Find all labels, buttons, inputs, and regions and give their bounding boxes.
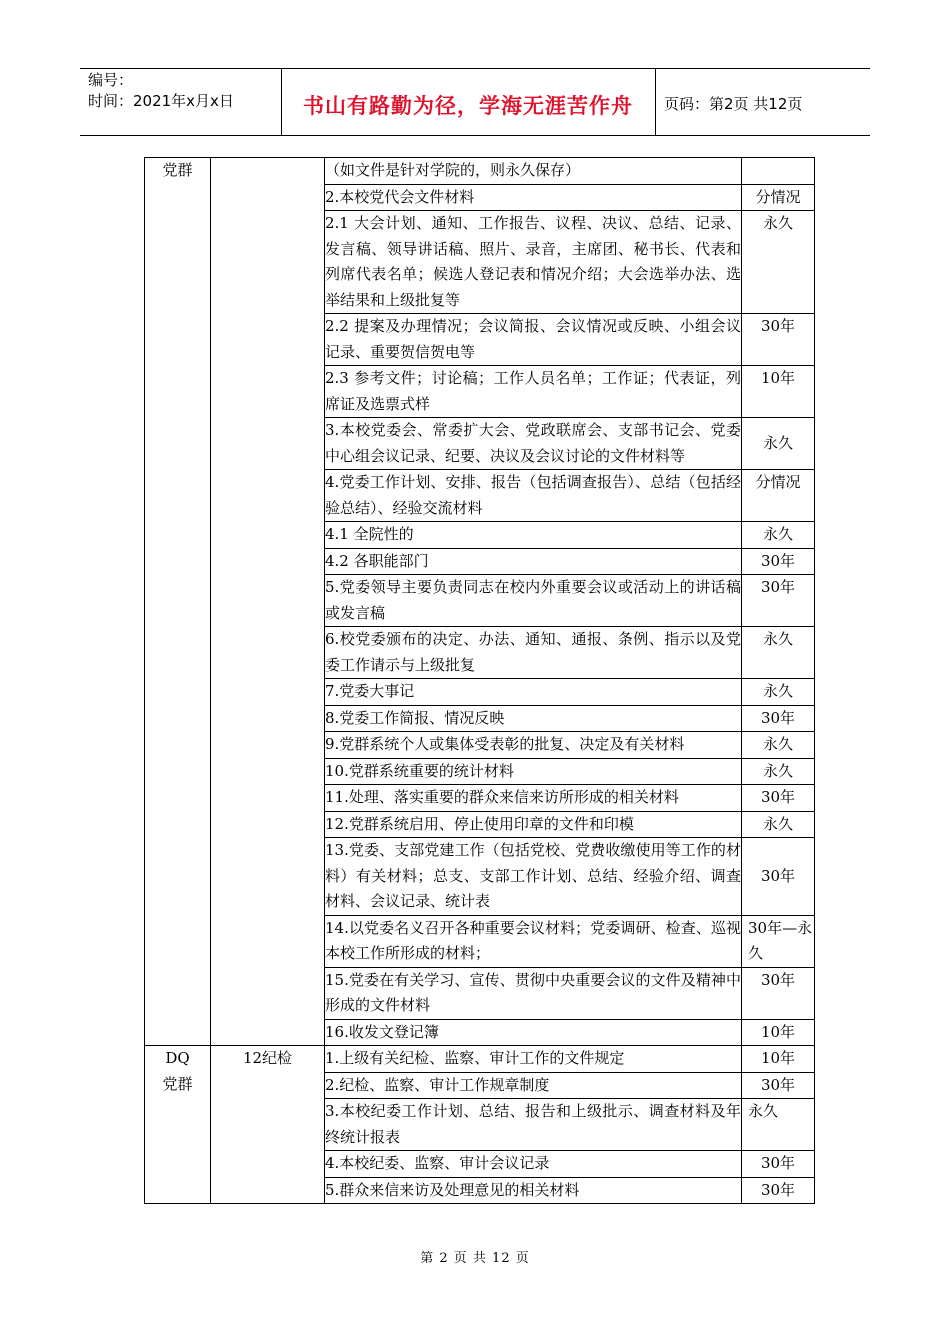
page-footer: 第 2 页 共 12 页 (420, 1251, 530, 1266)
item-cell: 6.校党委颁布的决定、办法、通知、通报、条例、指示以及党委工作请示与上级批复 (325, 627, 742, 679)
header-bottom-rule (80, 135, 870, 136)
item-cell: 2.本校党代会文件材料 (325, 184, 742, 211)
retention-term-cell: 30年 (742, 314, 815, 366)
item-cell: 3.本校党委会、常委扩大会、党政联席会、支部书记会、党委中心组会议记录、纪要、决议及会议讨论的文件材料等 (325, 418, 742, 470)
item-cell: 10.党群系统重要的统计材料 (325, 758, 742, 785)
document-time-label: 时间：2021年x月x日 (88, 92, 234, 110)
item-cell: 14.以党委名义召开各种重要会议材料；党委调研、检查、巡视本校工作所形成的材料； (325, 915, 742, 967)
retention-term-cell (742, 158, 815, 185)
retention-term-cell: 永久 (742, 758, 815, 785)
category-cell (145, 1046, 211, 1204)
retention-term-cell: 30年—永久 (742, 915, 815, 967)
retention-term-cell: 永久 (742, 811, 815, 838)
retention-term-cell: 30年 (742, 575, 815, 627)
item-cell: 4.本校纪委、监察、审计会议记录 (325, 1151, 742, 1178)
item-cell: 3.本校纪委工作计划、总结、报告和上级批示、调查材料及年终统计报表 (325, 1099, 742, 1151)
retention-term-cell: 10年 (742, 366, 815, 418)
table-row (145, 158, 815, 185)
retention-term-cell: 30年 (742, 548, 815, 575)
item-cell: 4.2 各职能部门 (325, 548, 742, 575)
item-cell: 2.纪检、监察、审计工作规章制度 (325, 1072, 742, 1099)
header-motto: 书山有路勤为径，学海无涯苦作舟 (303, 94, 633, 118)
header-divider (281, 68, 282, 136)
retention-term-cell: 30年 (742, 967, 815, 1019)
item-cell: 2.1 大会计划、通知、工作报告、议程、决议、总结、记录、发言稿、领导讲话稿、照片、录音，主席团、秘书长、代表和列席代表名单；候选人登记表和情况介绍；大会选举办法、选举结果和上级批复等 (325, 211, 742, 314)
header-top-rule (80, 68, 870, 69)
item-cell: 12.党群系统启用、停止使用印章的文件和印模 (325, 811, 742, 838)
subcategory-cell: 12纪检 (211, 1046, 325, 1204)
archive-retention-table (144, 157, 815, 1204)
retention-term-cell: 分情况 (742, 470, 815, 522)
header-meta (88, 70, 234, 112)
item-cell: 5.群众来信来访及处理意见的相关材料 (325, 1177, 742, 1204)
table-row (145, 1046, 815, 1073)
retention-term-cell: 30年 (742, 838, 815, 916)
item-cell: 9.党群系统个人或集体受表彰的批复、决定及有关材料 (325, 732, 742, 759)
retention-term-cell: 30年 (742, 705, 815, 732)
category-cell: 党群 (145, 158, 211, 1046)
item-cell: 7.党委大事记 (325, 679, 742, 706)
item-cell: 8.党委工作简报、情况反映 (325, 705, 742, 732)
item-cell: 2.2 提案及办理情况；会议简报、会议情况或反映、小组会议记录、重要贺信贺电等 (325, 314, 742, 366)
item-cell: 4.党委工作计划、安排、报告（包括调查报告）、总结（包括经验总结）、经验交流材料 (325, 470, 742, 522)
retention-term-cell: 永久 (742, 679, 815, 706)
header-divider (655, 68, 656, 136)
retention-term-cell: 10年 (742, 1046, 815, 1073)
item-cell: 11.处理、落实重要的群众来信来访所形成的相关材料 (325, 785, 742, 812)
item-cell: 4.1 全院性的 (325, 522, 742, 549)
retention-term-cell: 分情况 (742, 184, 815, 211)
retention-term-cell: 永久 (742, 732, 815, 759)
retention-term-cell: 30年 (742, 1072, 815, 1099)
item-cell: 13.党委、支部党建工作（包括党校、党费收缴使用等工作的材料）有关材料；总支、支部工作计划、总结、经验介绍、调查材料、会议记录、统计表 (325, 838, 742, 916)
item-cell: 5.党委领导主要负责同志在校内外重要会议或活动上的讲话稿或发言稿 (325, 575, 742, 627)
retention-term-cell: 30年 (742, 1177, 815, 1204)
category-code: DQ (165, 1049, 190, 1067)
item-cell: 16.收发文登记簿 (325, 1019, 742, 1046)
retention-term-cell: 永久 (742, 522, 815, 549)
category-label: 党群 (162, 1074, 193, 1093)
retention-term-cell: 永久 (742, 418, 815, 470)
retention-term-cell: 30年 (742, 785, 815, 812)
retention-term-cell: 永久 (742, 627, 815, 679)
table-body (145, 158, 815, 1204)
item-cell: （如文件是针对学院的，则永久保存） (325, 158, 742, 185)
item-cell: 2.3 参考文件；讨论稿；工作人员名单；工作证；代表证，列席证及选票式样 (325, 366, 742, 418)
retention-term-cell: 永久 (742, 1099, 815, 1151)
item-cell: 1.上级有关纪检、监察、审计工作的文件规定 (325, 1046, 742, 1073)
document-number-label: 编号： (88, 71, 134, 89)
item-cell: 15.党委在有关学习、宣传、贯彻中央重要会议的文件及精神中形成的文件材料 (325, 967, 742, 1019)
retention-term-cell: 30年 (742, 1151, 815, 1178)
header-page-number: 页码：第2页 共12页 (664, 95, 803, 113)
retention-term-cell: 永久 (742, 211, 815, 314)
subcategory-cell (211, 158, 325, 1046)
retention-term-cell: 10年 (742, 1019, 815, 1046)
